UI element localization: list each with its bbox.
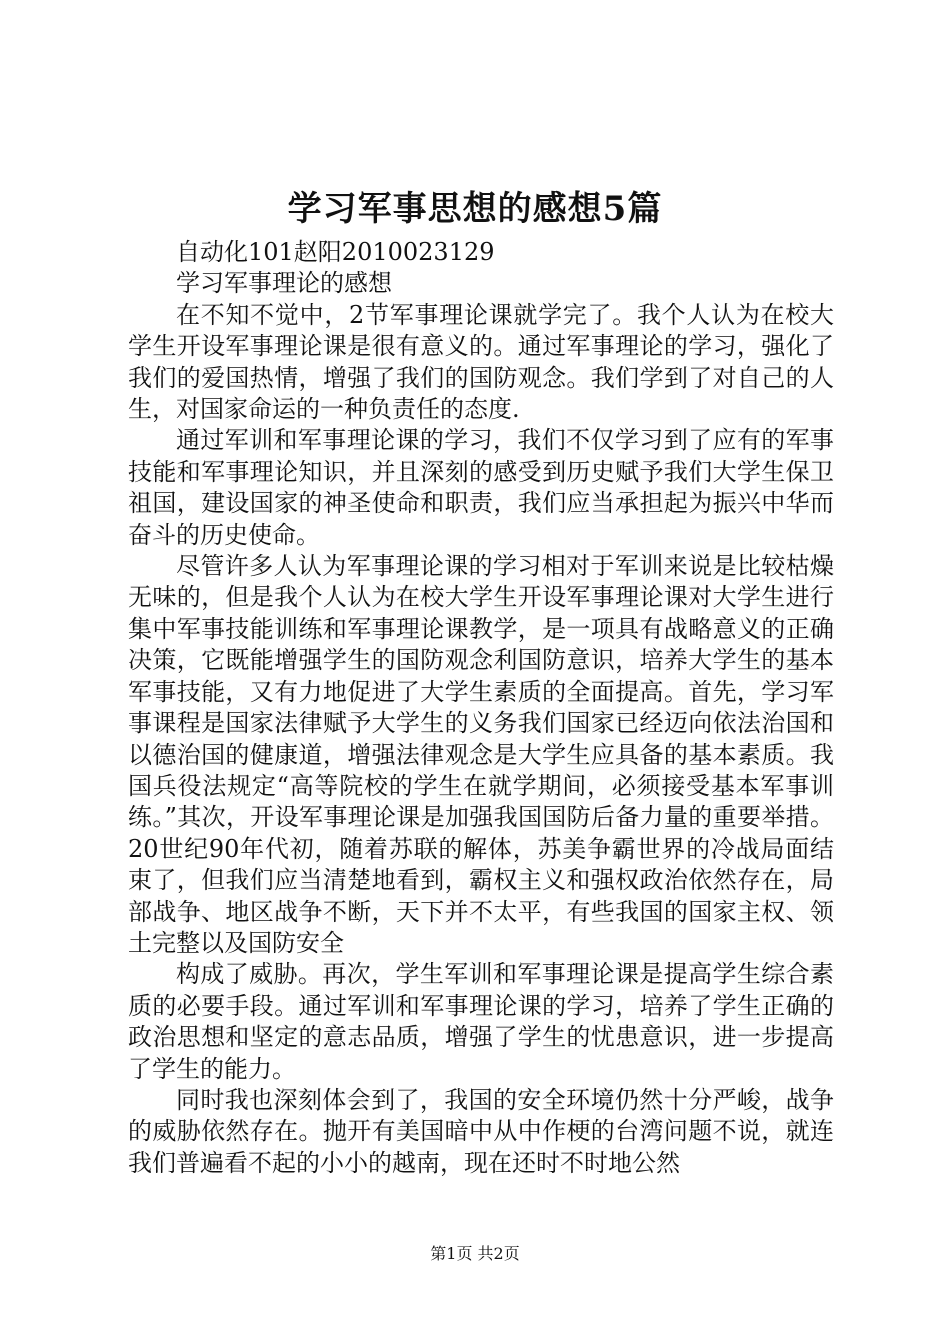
paragraph: 在不知不觉中，2节军事理论课就学完了。我个人认为在校大学生开设军事理论课是很有意义的。通过军事理论的学习，强化了我们的爱国热情，增强了我们的国防观念。我们学到了对自己的人生，对国家命运的一种负责任的态度.	[128, 300, 834, 424]
paragraph: 尽管许多人认为军事理论课的学习相对于军训来说是比较枯燥无味的，但是我个人认为在校大学生开设军事理论课对大学生进行集中军事技能训练和军事理论课教学，是一项具有战略意义的正确决策，它既能增强学生的国防观念利国防意识，培养大学生的基本军事技能，又有力地促进了大学生素质的全面提高。首先，学习军事课程是国家法律赋予大学生的义务我们国家已经迈向依法治国和以德治国的健康道，增强法律观念是大学生应具备的基本素质。我国兵役法规定“高等院校的学生在就学期间，必须接受基本军事训练。”其次，开设军事理论课是加强我国国防后备力量的重要举措。20世纪90年代初，随着苏联的解体，苏美争霸世界的冷战局面结束了，但我们应当清楚地看到，霸权主义和强权政治依然存在，局部战争、地区战争不断，天下并不太平，有些我国的国家主权、领土完整以及国防安全	[128, 552, 834, 957]
document-subtitle: 学习军事理论的感想	[176, 269, 392, 298]
page-footer	[0, 1243, 950, 1265]
page-number: 第1页 共2页	[430, 1244, 520, 1263]
author-line: 自动化101赵阳2010023129	[176, 238, 495, 266]
paragraph: 同时我也深刻体会到了，我国的安全环境仍然十分严峻，战争的威胁依然存在。抛开有美国暗中从中作梗的台湾问题不说，就连我们普遍看不起的小小的越南，现在还时不时地公然	[128, 1085, 834, 1177]
paragraph: 通过军训和军事理论课的学习，我们不仅学习到了应有的军事技能和军事理论知识，并且深刻的感受到历史赋予我们大学生保卫祖国，建设国家的神圣使命和职责，我们应当承担起为振兴中华而奋斗的历史使命。	[128, 426, 834, 549]
document-body	[128, 237, 834, 1179]
paragraph: 构成了威胁。再次，学生军训和军事理论课是提高学生综合素质的必要手段。通过军训和军事理论课的学习，培养了学生正确的政治思想和坚定的意志品质，增强了学生的忧患意识，进一步提高了学生的能力。	[128, 960, 834, 1083]
document-title: 学习军事思想的感想5篇	[287, 189, 663, 229]
